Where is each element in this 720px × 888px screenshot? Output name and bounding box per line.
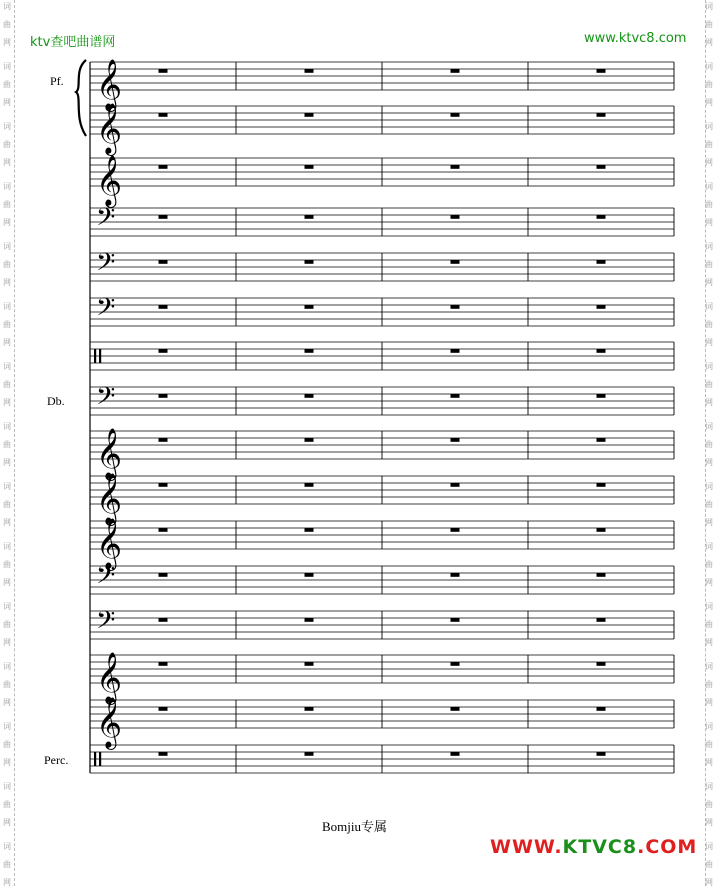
whole-rest bbox=[305, 349, 314, 353]
watermark-char: 词 bbox=[705, 2, 713, 11]
whole-rest bbox=[159, 752, 168, 756]
whole-rest bbox=[451, 349, 460, 353]
watermark-char: 词 bbox=[3, 662, 11, 671]
watermark-char: 网 bbox=[3, 578, 11, 587]
watermark-char: 词 bbox=[705, 362, 713, 371]
watermark-char: 词 bbox=[3, 302, 11, 311]
whole-rest bbox=[305, 573, 314, 577]
watermark-char: 词 bbox=[3, 482, 11, 491]
treble-clef-icon: 𝄞 bbox=[96, 103, 123, 154]
whole-rest bbox=[451, 662, 460, 666]
watermark-char: 曲 bbox=[705, 860, 713, 869]
whole-rest bbox=[305, 305, 314, 309]
bass-clef-icon: 𝄢 bbox=[96, 248, 116, 283]
whole-rest bbox=[451, 69, 460, 73]
whole-rest bbox=[451, 215, 460, 219]
whole-rest bbox=[451, 394, 460, 398]
watermark-char: 网 bbox=[705, 278, 713, 287]
whole-rest bbox=[159, 528, 168, 532]
header-right-site[interactable]: www.ktvc8.com bbox=[584, 31, 687, 46]
watermark-char: 网 bbox=[3, 98, 11, 107]
whole-rest bbox=[597, 618, 606, 622]
whole-rest bbox=[597, 305, 606, 309]
whole-rest bbox=[451, 528, 460, 532]
whole-rest bbox=[305, 113, 314, 117]
watermark-char: 曲 bbox=[3, 500, 11, 509]
watermark-char: 词 bbox=[705, 62, 713, 71]
watermark-char: 曲 bbox=[705, 680, 713, 689]
bass-clef-icon: 𝄢 bbox=[96, 203, 116, 238]
watermark-char: 词 bbox=[3, 542, 11, 551]
whole-rest bbox=[159, 215, 168, 219]
whole-rest bbox=[597, 483, 606, 487]
whole-rest bbox=[305, 483, 314, 487]
whole-rest bbox=[159, 113, 168, 117]
whole-rest bbox=[159, 69, 168, 73]
watermark-char: 词 bbox=[3, 182, 11, 191]
footer-logo[interactable] bbox=[490, 836, 697, 858]
label-double-bass: Db. bbox=[47, 394, 65, 408]
whole-rest bbox=[305, 394, 314, 398]
logo-brand: KTVC8 bbox=[562, 836, 638, 858]
piano-brace-icon bbox=[76, 60, 86, 136]
whole-rest bbox=[305, 165, 314, 169]
treble-clef-icon: 𝄞 bbox=[96, 428, 123, 479]
watermark-char: 网 bbox=[3, 398, 11, 407]
watermark-char: 曲 bbox=[3, 680, 11, 689]
whole-rest bbox=[597, 438, 606, 442]
watermark-char: 网 bbox=[705, 398, 713, 407]
watermark-char: 词 bbox=[3, 602, 11, 611]
watermark-char: 曲 bbox=[705, 140, 713, 149]
whole-rest bbox=[159, 165, 168, 169]
watermark-char: 曲 bbox=[3, 260, 11, 269]
whole-rest bbox=[305, 752, 314, 756]
watermark-char: 网 bbox=[3, 698, 11, 707]
treble-clef-icon: 𝄞 bbox=[96, 518, 123, 569]
whole-rest bbox=[451, 618, 460, 622]
watermark-char: 网 bbox=[3, 278, 11, 287]
watermark-char: 曲 bbox=[3, 20, 11, 29]
watermark-char: 曲 bbox=[705, 20, 713, 29]
percussion-clef-icon bbox=[99, 752, 101, 766]
whole-rest bbox=[597, 165, 606, 169]
watermark-char: 曲 bbox=[705, 440, 713, 449]
whole-rest bbox=[159, 305, 168, 309]
watermark-char: 曲 bbox=[705, 560, 713, 569]
whole-rest bbox=[305, 662, 314, 666]
watermark-char: 网 bbox=[705, 578, 713, 587]
treble-clef-icon: 𝄞 bbox=[96, 652, 123, 703]
watermark-char: 曲 bbox=[3, 860, 11, 869]
whole-rest bbox=[159, 394, 168, 398]
whole-rest bbox=[597, 662, 606, 666]
whole-rest bbox=[451, 707, 460, 711]
whole-rest bbox=[597, 573, 606, 577]
watermark-char: 网 bbox=[3, 218, 11, 227]
treble-clef-icon: 𝄞 bbox=[96, 473, 123, 524]
treble-clef-icon: 𝄞 bbox=[96, 59, 123, 110]
watermark-char: 网 bbox=[705, 758, 713, 767]
watermark-char: 网 bbox=[705, 98, 713, 107]
watermark-char: 词 bbox=[705, 482, 713, 491]
watermark-char: 词 bbox=[705, 602, 713, 611]
watermark-char: 网 bbox=[3, 818, 11, 827]
whole-rest bbox=[451, 260, 460, 264]
bass-clef-icon: 𝄢 bbox=[96, 561, 116, 596]
watermark-char: 曲 bbox=[3, 80, 11, 89]
logo-prefix: WWW. bbox=[490, 836, 563, 858]
whole-rest bbox=[159, 707, 168, 711]
whole-rest bbox=[305, 69, 314, 73]
watermark-char: 网 bbox=[3, 878, 11, 887]
watermark-char: 词 bbox=[3, 422, 11, 431]
whole-rest bbox=[305, 618, 314, 622]
watermark-char: 曲 bbox=[705, 380, 713, 389]
whole-rest bbox=[451, 438, 460, 442]
watermark-char: 网 bbox=[3, 158, 11, 167]
watermark-char: 词 bbox=[705, 182, 713, 191]
footer-owner-text: Bomjiu专属 bbox=[322, 819, 388, 834]
watermark-char: 曲 bbox=[3, 200, 11, 209]
whole-rest bbox=[159, 483, 168, 487]
whole-rest bbox=[159, 618, 168, 622]
whole-rest bbox=[597, 528, 606, 532]
whole-rest bbox=[597, 707, 606, 711]
watermark-char: 网 bbox=[705, 698, 713, 707]
watermark-char: 词 bbox=[705, 422, 713, 431]
watermark-char: 曲 bbox=[705, 620, 713, 629]
watermark-char: 曲 bbox=[705, 320, 713, 329]
watermark-char: 网 bbox=[705, 818, 713, 827]
logo-suffix: .COM bbox=[637, 836, 698, 858]
watermark-char: 曲 bbox=[3, 800, 11, 809]
watermark-char: 网 bbox=[705, 338, 713, 347]
watermark-char: 词 bbox=[705, 662, 713, 671]
watermark-char: 网 bbox=[3, 638, 11, 647]
percussion-clef-icon bbox=[94, 752, 96, 766]
watermark-char: 曲 bbox=[705, 200, 713, 209]
header-left-site[interactable]: ktv查吧曲谱网 bbox=[30, 35, 116, 50]
watermark-char: 曲 bbox=[3, 560, 11, 569]
watermark-char: 词 bbox=[705, 242, 713, 251]
watermark-char: 曲 bbox=[3, 440, 11, 449]
watermark-char: 词 bbox=[3, 782, 11, 791]
label-piano: Pf. bbox=[50, 74, 64, 88]
treble-clef-icon: 𝄞 bbox=[96, 155, 123, 206]
watermark-char: 词 bbox=[705, 782, 713, 791]
whole-rest bbox=[159, 573, 168, 577]
watermark-char: 词 bbox=[3, 242, 11, 251]
whole-rest bbox=[159, 438, 168, 442]
whole-rest bbox=[597, 349, 606, 353]
whole-rest bbox=[159, 349, 168, 353]
watermark-char: 词 bbox=[3, 722, 11, 731]
whole-rest bbox=[451, 752, 460, 756]
whole-rest bbox=[597, 260, 606, 264]
watermark-char: 词 bbox=[705, 842, 713, 851]
watermark-char: 曲 bbox=[3, 140, 11, 149]
label-percussion: Perc. bbox=[44, 753, 69, 767]
watermark-char: 词 bbox=[3, 362, 11, 371]
watermark-char: 网 bbox=[705, 458, 713, 467]
watermark-char: 网 bbox=[705, 38, 713, 47]
watermark-char: 网 bbox=[705, 638, 713, 647]
bass-clef-icon: 𝄢 bbox=[96, 606, 116, 641]
watermark-char: 曲 bbox=[705, 80, 713, 89]
whole-rest bbox=[597, 113, 606, 117]
watermark-char: 词 bbox=[3, 2, 11, 11]
treble-clef-icon: 𝄞 bbox=[96, 697, 123, 748]
watermark-char: 词 bbox=[705, 122, 713, 131]
whole-rest bbox=[451, 573, 460, 577]
percussion-clef-icon bbox=[94, 349, 96, 363]
watermark-char: 网 bbox=[3, 38, 11, 47]
whole-rest bbox=[597, 394, 606, 398]
whole-rest bbox=[305, 260, 314, 264]
whole-rest bbox=[451, 165, 460, 169]
watermark-char: 曲 bbox=[705, 800, 713, 809]
bass-clef-icon: 𝄢 bbox=[96, 293, 116, 328]
whole-rest bbox=[451, 113, 460, 117]
whole-rest bbox=[159, 260, 168, 264]
watermark-char: 网 bbox=[705, 158, 713, 167]
watermark-char: 词 bbox=[3, 62, 11, 71]
watermark-char: 网 bbox=[3, 338, 11, 347]
whole-rest bbox=[451, 483, 460, 487]
whole-rest bbox=[159, 662, 168, 666]
whole-rest bbox=[597, 69, 606, 73]
watermark-char: 词 bbox=[705, 302, 713, 311]
whole-rest bbox=[451, 305, 460, 309]
whole-rest bbox=[305, 528, 314, 532]
watermark-char: 曲 bbox=[705, 260, 713, 269]
bass-clef-icon: 𝄢 bbox=[96, 382, 116, 417]
whole-rest bbox=[305, 215, 314, 219]
watermark-char: 词 bbox=[3, 842, 11, 851]
percussion-clef-icon bbox=[99, 349, 101, 363]
watermark-char: 词 bbox=[705, 722, 713, 731]
watermark-char: 曲 bbox=[3, 380, 11, 389]
whole-rest bbox=[305, 707, 314, 711]
whole-rest bbox=[597, 752, 606, 756]
watermark-char: 曲 bbox=[705, 740, 713, 749]
watermark-char: 网 bbox=[705, 518, 713, 527]
watermark-char: 曲 bbox=[3, 320, 11, 329]
watermark-char: 网 bbox=[3, 518, 11, 527]
watermark-char: 词 bbox=[705, 542, 713, 551]
watermark-char: 曲 bbox=[705, 500, 713, 509]
watermark-char: 网 bbox=[705, 218, 713, 227]
watermark-char: 词 bbox=[3, 122, 11, 131]
watermark-char: 曲 bbox=[3, 740, 11, 749]
watermark-char: 网 bbox=[3, 458, 11, 467]
whole-rest bbox=[305, 438, 314, 442]
watermark-char: 曲 bbox=[3, 620, 11, 629]
whole-rest bbox=[597, 215, 606, 219]
watermark-char: 网 bbox=[705, 878, 713, 887]
watermark-char: 网 bbox=[3, 758, 11, 767]
